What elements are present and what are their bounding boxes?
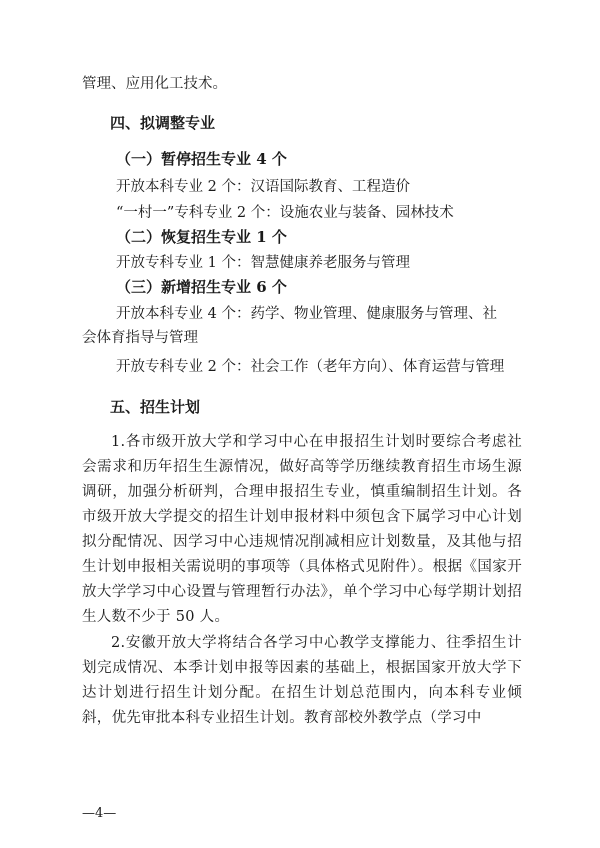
subsection-heading: （三）新增招生专业 6 个 xyxy=(116,278,287,296)
text-line: 会体育指导与管理 xyxy=(82,330,198,346)
subsection-heading: （一）暂停招生专业 4 个 xyxy=(116,150,287,168)
subsection-heading: （二）恢复招生专业 1 个 xyxy=(116,228,287,246)
section-heading: 五、招生计划 xyxy=(110,398,201,416)
page-number: —4— xyxy=(82,806,117,821)
text-line: 开放专科专业 2 个：社会工作（老年方向）、体育运营与管理 xyxy=(116,359,505,375)
body-paragraph: 2.安徽开放大学将结合各学习中心教学支撑能力、往季招生计划完成情况、本季计划申报等因素的基础上，根据国家开放大学下达计划进行招生计划分配。在招生计划总范围内，向本科专业倾斜，优先审批本科专业招生计划。教育部校外教学点（学习中 xyxy=(82,635,522,726)
section-heading: 四、拟调整专业 xyxy=(110,114,216,132)
body-paragraph: 1.各市级开放大学和学习中心在申报招生计划时要综合考虑社会需求和历年招生生源情况，做好高等学历继续教育招生市场生源调研，加强分析研判，合理申报招生专业，慎重编制招生计划。各市级开放大学提交的招生计划申报材料中须包含下属学习中心计划拟分配情况、因学习中心违规情况削减相应计划数量，及其他与招生计划申报相关需说明的事项等（具体格式见附件）。根据《国家开放大学学习中心设置与管理暂行办法》，单个学习中心每学期计划招生人数不少于 50 人。 xyxy=(82,434,522,625)
text-line: 开放本科专业 4 个：药学、物业管理、健康服务与管理、社 xyxy=(116,306,497,322)
text-line: “一村一”专科专业 2 个：设施农业与装备、园林技术 xyxy=(116,205,454,221)
text-line: 开放专科专业 1 个：智慧健康养老服务与管理 xyxy=(116,255,410,271)
text-line: 管理、应用化工技术。 xyxy=(82,76,227,92)
text-line: 开放本科专业 2 个：汉语国际教育、工程造价 xyxy=(116,179,410,195)
